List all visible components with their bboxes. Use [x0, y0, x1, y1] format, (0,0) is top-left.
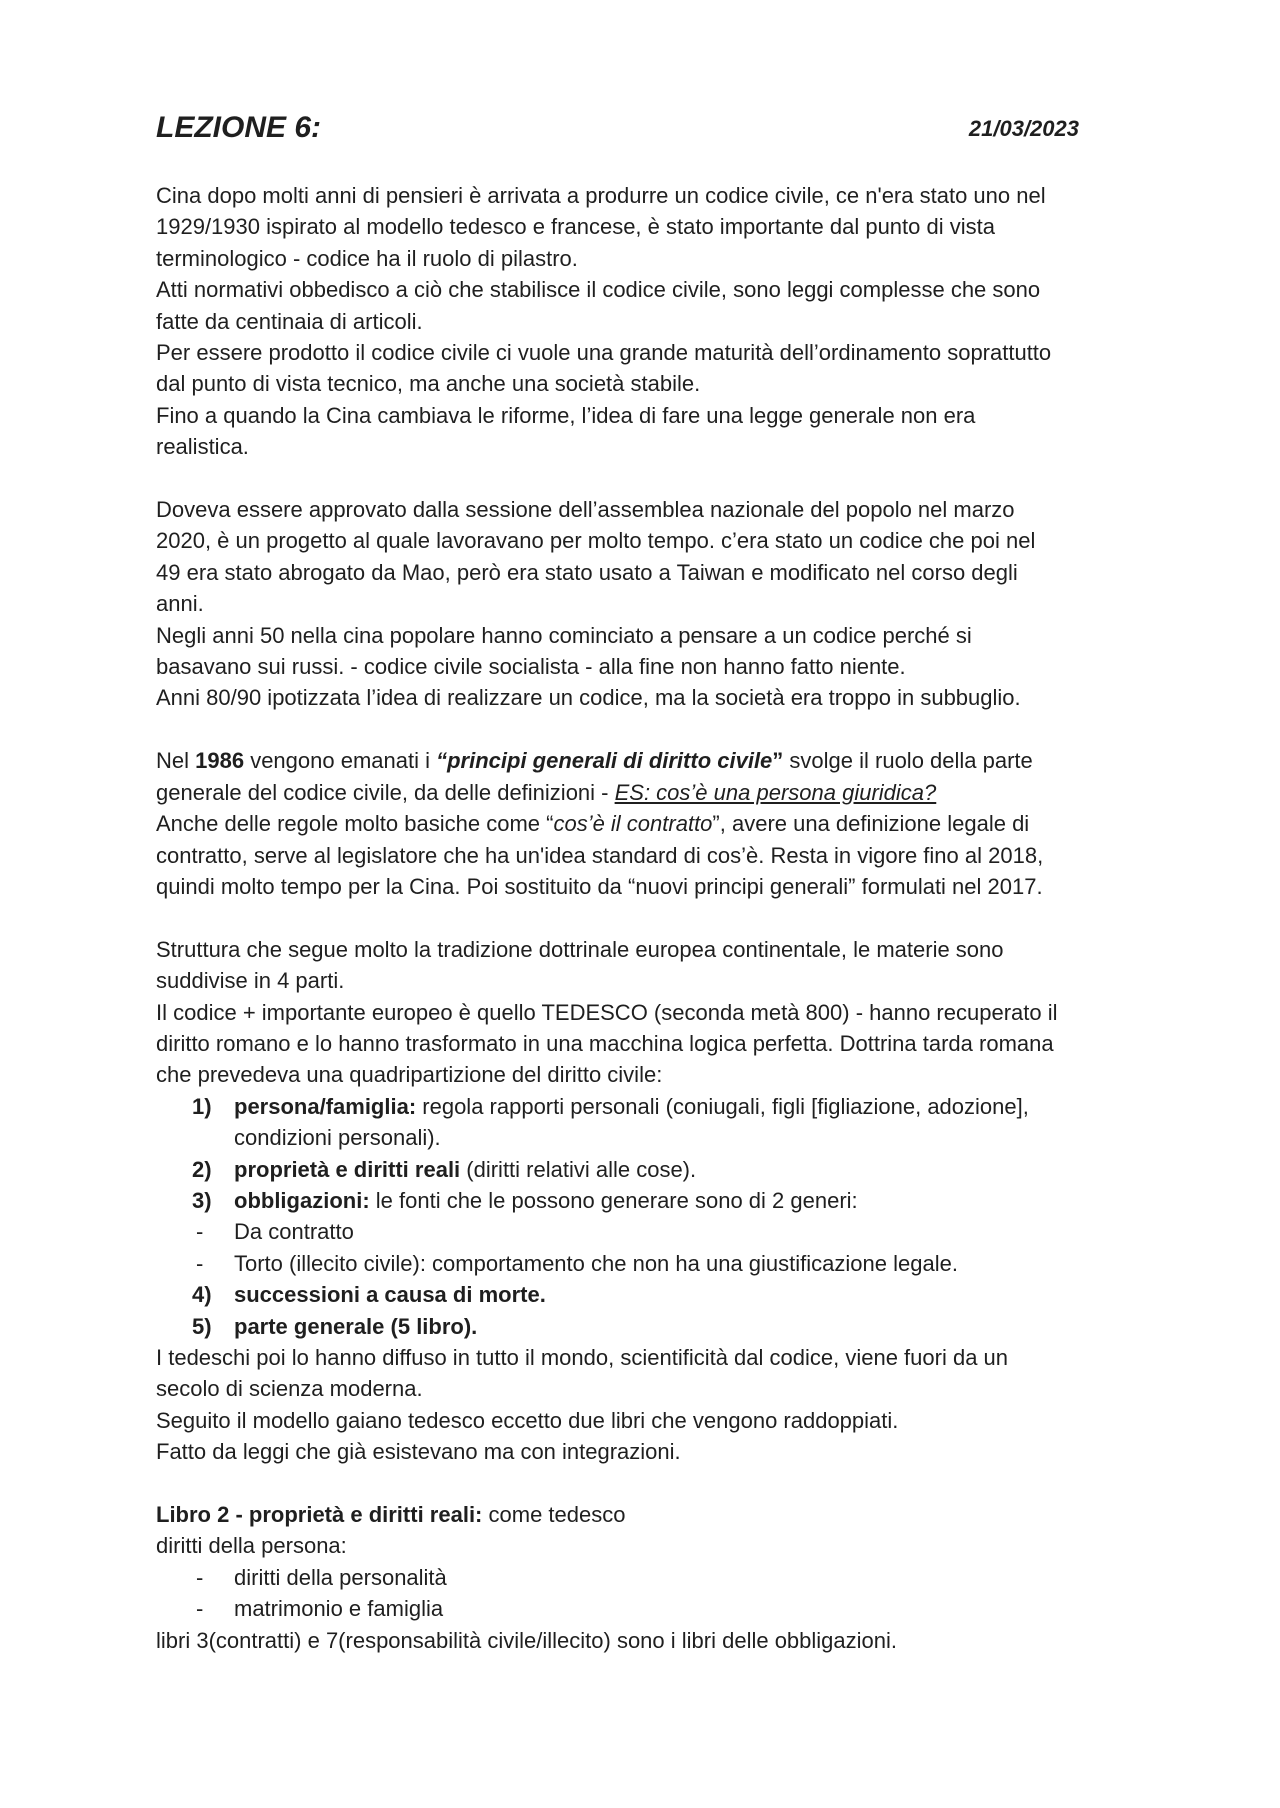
- dash-list-item: [156, 1248, 1156, 1279]
- dash-bullet: -: [196, 1219, 204, 1245]
- list-number: 2): [192, 1156, 212, 1182]
- text-line: Doveva essere approvato dalla sessione dell’assemblea nazionale del popolo nel marzo: [156, 497, 1015, 523]
- principles-term: “principi generali di diritto civile: [436, 748, 773, 774]
- document-content: [156, 108, 1156, 1656]
- list-item-text: diritti della personalità: [234, 1564, 447, 1590]
- text-line: [156, 777, 1156, 808]
- text-line: [156, 808, 1156, 839]
- book-2-heading: Libro 2 - proprietà e diritti reali:: [156, 1502, 483, 1527]
- text-line: Atti normativi obbedisco a ciò che stabilisce il codice civile, sono leggi complesse che sono: [156, 277, 1041, 303]
- text-line: basavano sui russi. - codice civile socialista - alla fine non hanno fatto niente.: [156, 654, 906, 680]
- list-item: [156, 1091, 1156, 1122]
- list-item: [156, 1311, 1156, 1342]
- contract-term: cos’è il contratto: [553, 811, 713, 837]
- example-legal-person: ES: cos’è una persona giuridica?: [614, 779, 937, 805]
- page-title: LEZIONE 6:: [156, 111, 322, 144]
- paragraph-gap: [156, 463, 1156, 494]
- list-item-title: successioni a causa di morte.: [234, 1282, 546, 1308]
- text-line: Cina dopo molti anni di pensieri è arrivata a produrre un codice civile, ce n'era stato uno nel: [156, 183, 1046, 208]
- text-line: dal punto di vista tecnico, ma anche una società stabile.: [156, 371, 701, 397]
- text-line: Per essere prodotto il codice civile ci vuole una grande maturità dell’ordinamento soprattutto: [156, 340, 1052, 366]
- text-line: [156, 745, 1156, 776]
- text-run: generale del codice civile, da delle definizioni -: [156, 779, 615, 805]
- list-number: 5): [192, 1313, 212, 1339]
- list-item-title: obbligazioni:: [234, 1187, 370, 1213]
- text-line: Negli anni 50 nella cina popolare hanno cominciato a pensare a un codice perché si: [156, 622, 972, 648]
- list-item: [156, 1154, 1156, 1185]
- list-item-text: condizioni personali).: [234, 1125, 441, 1151]
- text-line: Il codice + importante europeo è quello TEDESCO (seconda metà 800) - hanno recuperato il: [156, 999, 1058, 1025]
- list-item-title: proprietà e diritti reali: [234, 1156, 461, 1182]
- header: [156, 108, 1156, 148]
- text-line: anni.: [156, 591, 204, 617]
- list-item-title: parte generale (5 libro).: [234, 1313, 478, 1339]
- text-run: Anche delle regole molto basiche come “: [156, 811, 554, 837]
- text-line: Fatto da leggi che già esistevano ma con integrazioni.: [156, 1439, 681, 1465]
- text-line: diritti della persona:: [156, 1533, 347, 1559]
- dash-bullet: -: [196, 1250, 204, 1276]
- text-line: 2020, è un progetto al quale lavoravano per molto tempo. c’era stato un codice che poi nel: [156, 528, 1036, 554]
- text-line: realistica.: [156, 434, 249, 460]
- paragraph-gap: [156, 902, 1156, 933]
- list-item: [156, 1185, 1156, 1216]
- text-line: Fino a quando la Cina cambiava le riforme, l’idea di fare una legge generale non era: [156, 402, 976, 428]
- list-item-title: persona/famiglia:: [234, 1093, 417, 1119]
- text-line: 1929/1930 ispirato al modello tedesco e francese, è stato importante dal punto di vista: [156, 214, 995, 240]
- text-line: terminologico - codice ha il ruolo di pilastro.: [156, 245, 578, 271]
- list-item-text: (diritti relativi alle cose).: [460, 1156, 697, 1182]
- text-line: libri 3(contratti) e 7(responsabilità civile/illecito) sono i libri delle obbligazioni.: [156, 1627, 898, 1653]
- list-item: [156, 1279, 1156, 1310]
- paragraph-gap: [156, 714, 1156, 745]
- closing-quote: ”: [772, 748, 784, 774]
- text-run: svolge il ruolo della parte: [783, 748, 1033, 774]
- text-line: contratto, serve al legislatore che ha un'idea standard di cos’è. Resta in vigore fino al 2018,: [156, 842, 1044, 868]
- text-line: suddivise in 4 parti.: [156, 968, 345, 994]
- list-number: 4): [192, 1282, 212, 1308]
- text-run: come tedesco: [482, 1502, 626, 1527]
- text-run: Nel: [156, 748, 196, 774]
- text-line: Anni 80/90 ipotizzata l’idea di realizzare un codice, ma la società era troppo in subbuglio.: [156, 685, 1021, 711]
- text-line: Struttura che segue molto la tradizione dottrinale europea continentale, le materie sono: [156, 936, 1004, 962]
- text-line: I tedeschi poi lo hanno diffuso in tutto il mondo, scientificità dal codice, viene fuori da un: [156, 1344, 1009, 1370]
- text-line: che prevedeva una quadripartizione del diritto civile:: [156, 1062, 663, 1088]
- text-line: Seguito il modello gaiano tedesco eccetto due libri che vengono raddoppiati.: [156, 1407, 899, 1433]
- list-number: 1): [192, 1093, 212, 1119]
- text-run: vengono emanati i: [244, 748, 437, 774]
- year-1986: 1986: [195, 748, 245, 774]
- text-line: quindi molto tempo per la Cina. Poi sostituito da “nuovi principi generali” formulati nel 2017.: [156, 873, 1043, 899]
- list-item-text: matrimonio e famiglia: [234, 1596, 444, 1622]
- dash-list-item: [156, 1593, 1156, 1624]
- text-line: diritto romano e lo hanno trasformato in una macchina logica perfetta. Dottrina tarda romana: [156, 1030, 1054, 1056]
- text-run: ”, avere una definizione legale di: [712, 811, 1030, 837]
- list-item-text: Da contratto: [234, 1219, 354, 1245]
- text-line: 49 era stato abrogato da Mao, però era stato usato a Taiwan e modificato nel corso degli: [156, 559, 1018, 585]
- document-body: [156, 180, 1156, 1656]
- list-item-text: le fonti che le possono generare sono di 2 generi:: [369, 1187, 858, 1213]
- dash-bullet: -: [196, 1596, 204, 1622]
- lesson-date: 21/03/2023: [968, 116, 1079, 141]
- dash-list-item: [156, 1562, 1156, 1593]
- text-line: fatte da centinaia di articoli.: [156, 308, 423, 334]
- list-item-text: regola rapporti personali (coniugali, figli [figliazione, adozione],: [416, 1093, 1029, 1119]
- list-item-text: Torto (illecito civile): comportamento che non ha una giustificazione legale.: [234, 1250, 958, 1276]
- dash-bullet: -: [196, 1564, 204, 1590]
- paragraph-gap: [156, 1468, 1156, 1499]
- text-line: secolo di scienza moderna.: [156, 1376, 423, 1402]
- dash-list-item: [156, 1216, 1156, 1247]
- list-number: 3): [192, 1187, 212, 1213]
- text-line: [156, 1499, 1156, 1530]
- list-item-continuation: [156, 1122, 1156, 1153]
